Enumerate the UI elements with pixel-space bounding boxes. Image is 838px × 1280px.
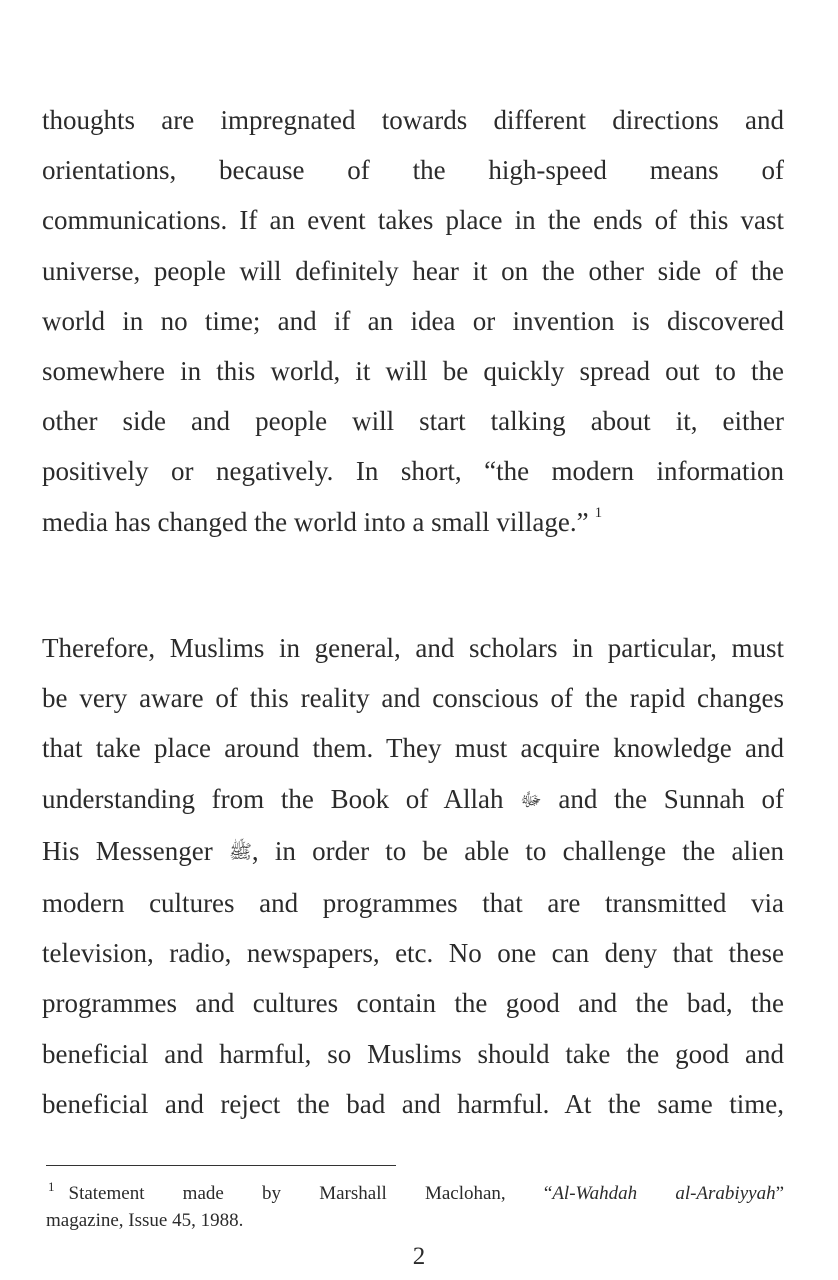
paragraph-line: programmes and cultures contain the good and the bad, the: [42, 988, 784, 1019]
paragraph-line: that take place around them. They must acquire knowledge and: [42, 733, 784, 764]
paragraph-line: positively or negatively. In short, “the modern information: [42, 456, 784, 487]
paragraph-line: communications. If an event takes place in the ends of this vast: [42, 205, 784, 236]
line-text: and the Sunnah of: [558, 783, 785, 814]
paragraph-line: other side and people will start talking about it, either: [42, 406, 784, 437]
paragraph-line: thoughts are impregnated towards different directions and: [42, 105, 784, 135]
footnote-quote-open: “: [543, 1183, 553, 1204]
paragraph-line: universe, people will definitely hear it on the other side of the: [42, 255, 784, 286]
paragraph-line: orientations, because of the high-speed means of: [42, 155, 784, 186]
paragraph-line: be very aware of this reality and conscious of the rapid changes: [42, 683, 784, 714]
footnote-separator: [46, 1165, 396, 1166]
footnote-text-continued: magazine, Issue 45, 1988.: [46, 1210, 244, 1231]
paragraph-line: television, radio, newspapers, etc. No one can deny that these: [42, 938, 784, 969]
paragraph-2: [42, 623, 784, 1129]
paragraph-line-with-honorific: [42, 826, 784, 878]
paragraph-line: Therefore, Muslims in general, and scholars in particular, must: [42, 633, 784, 663]
footnote-quote-close: ”: [775, 1183, 785, 1204]
footnote-source-title: Al-Wahdah al-Arabiyyah: [552, 1183, 776, 1204]
paragraph-line: beneficial and reject the bad and harmful. At the same time,: [42, 1088, 784, 1119]
footnote-text: Statement made by Marshall Maclohan,: [68, 1183, 506, 1204]
line-text: , in order to be able to challenge the alien: [251, 835, 784, 866]
paragraph-line: somewhere in this world, it will be quickly spread out to the: [42, 356, 784, 387]
paragraph-last-line: [42, 497, 784, 547]
honorific-glyph-prophet: ﷺ: [228, 841, 252, 863]
paragraph-line: beneficial and harmful, so Muslims should take the good and: [42, 1038, 784, 1069]
footnote-reference[interactable]: 1: [594, 504, 603, 521]
footnote: [46, 1180, 786, 1234]
paragraph-1: [42, 95, 784, 547]
line-text: His Messenger: [42, 835, 213, 866]
honorific-glyph-allah: ﷻ: [520, 789, 542, 811]
footnote-line: [46, 1180, 784, 1207]
page-number: 2: [412, 1243, 426, 1270]
paragraph-line: modern cultures and programmes that are transmitted via: [42, 888, 784, 919]
footnote-number: 1: [48, 1179, 55, 1194]
paragraph-line-text: media has changed the world into a small village.”: [42, 506, 589, 537]
paragraph-line: world in no time; and if an idea or invention is discovered: [42, 305, 784, 336]
paragraph-line-with-honorific: [42, 774, 784, 826]
line-text: understanding from the Book of Allah: [42, 783, 504, 814]
